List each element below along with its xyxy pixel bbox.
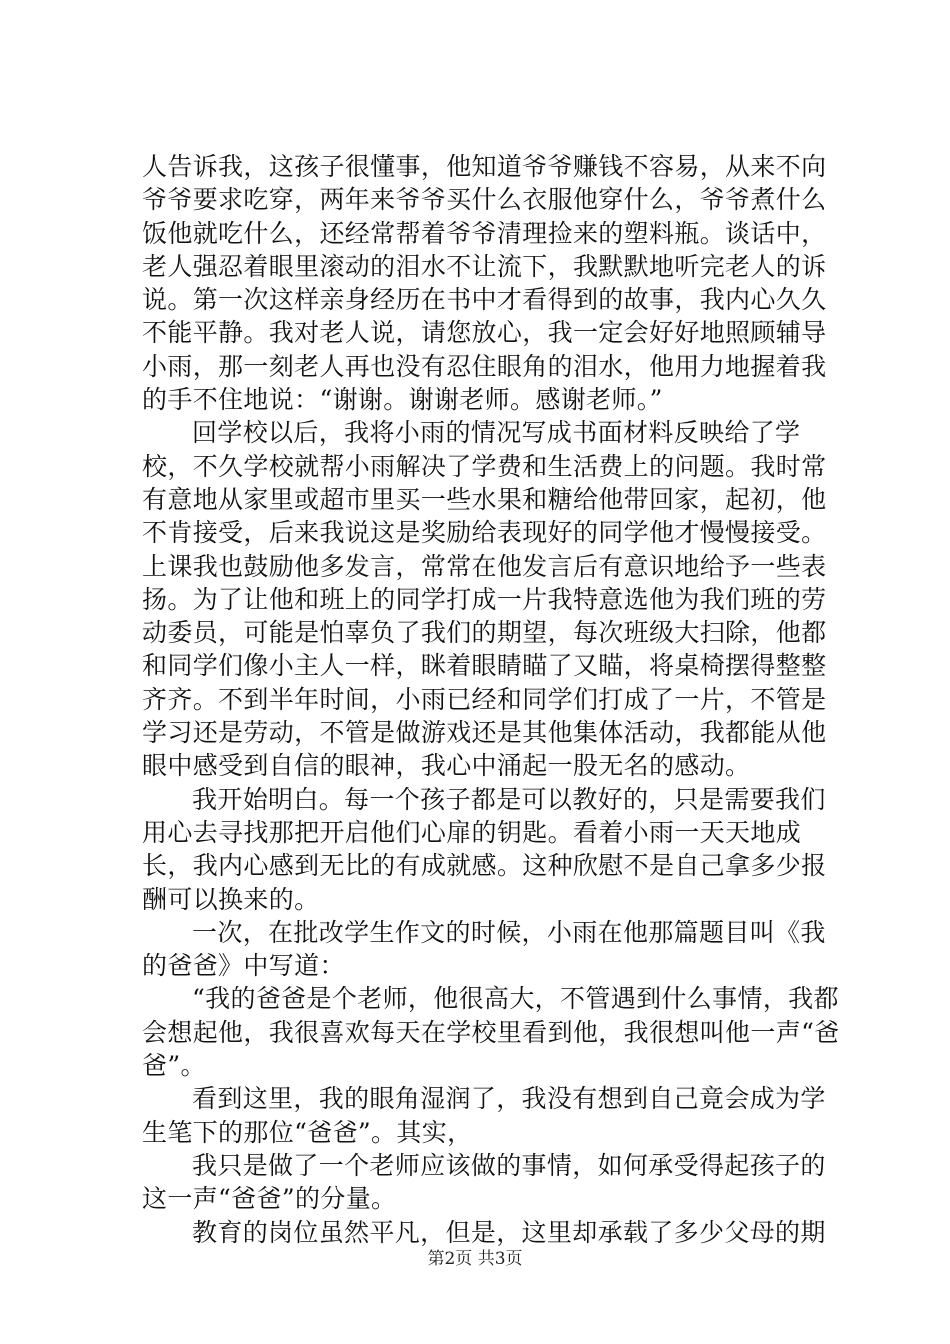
paragraph-quote: “我的爸爸是个老师，他很高大，不管遇到什么事情，我都会想起他，我很喜欢每天在学校里看到他，我很想叫他一声“爸爸”。 [142,984,840,1081]
paragraph: 教育的岗位虽然平凡，但是，这里却承载了多少父母的期 [192,1217,826,1247]
paragraph: 我只是做了一个老师应该做的事情，如何承受得起孩子的这一声“爸爸”的分量。 [142,1150,826,1214]
paragraph: 看到这里，我的眼角湿润了，我没有想到自己竟会成为学生笔下的那位“爸爸”。其实， [142,1084,826,1147]
paragraph: 一次，在批改学生作文的时候，小雨在他那篇题目叫《我的爸爸》中写道： [142,917,826,981]
paragraph-continued: 人告诉我，这孩子很懂事，他知道爷爷赚钱不容易，从来不向爷爷要求吃穿，两年来爷爷买什么衣服他穿什么，爷爷煮什么饭他就吃什么，还经常帮着爷爷清理捡来的塑料瓶。谈话中，老人强忍着眼里滚动的泪水不让流下，我默默地听完老人的诉说。第一次这样亲身经历在书中才看得到的故事，我内心久久不能平静。我对老人说，请您放心，我一定会好好地照顾辅导小雨，那一刻老人再也没有忍住眼角的泪水，他用力地握着我的手不住地说：“谢谢。谢谢老师。感谢老师。” [142,152,827,415]
paragraph: 我开始明白。每一个孩子都是可以教好的，只是需要我们用心去寻找那把开启他们心扉的钥匙。看着小雨一天天地成长，我内心感到无比的有成就感。这种欣慰不是自己拿多少报酬可以换来的。 [142,784,827,914]
page-footer: 第2页 共3页 [427,1249,523,1269]
paragraph: 回学校以后，我将小雨的情况写成书面材料反映给了学校，不久学校就帮小雨解决了学费和生活费上的问题。我时常有意地从家里或超市里买一些水果和糖给他带回家，起初，他不肯接受，后来我说这是奖励给表现好的同学他才慢慢接受。上课我也鼓励他多发言，常常在他发言后有意识地给予一些表扬。为了让他和班上的同学打成一片我特意选他为我们班的劳动委员，可能是怕辜负了我们的期望，每次班级大扫除，他都和同学们像小主人一样，眯着眼睛瞄了又瞄，将桌椅摆得整整齐齐。不到半年时间，小雨已经和同学们打成了一片，不管是学习还是劳动，不管是做游戏还是其他集体活动，我都能从他眼中感受到自信的眼神，我心中涌起一股无名的感动。 [142,418,827,781]
document-body [142,150,842,1249]
